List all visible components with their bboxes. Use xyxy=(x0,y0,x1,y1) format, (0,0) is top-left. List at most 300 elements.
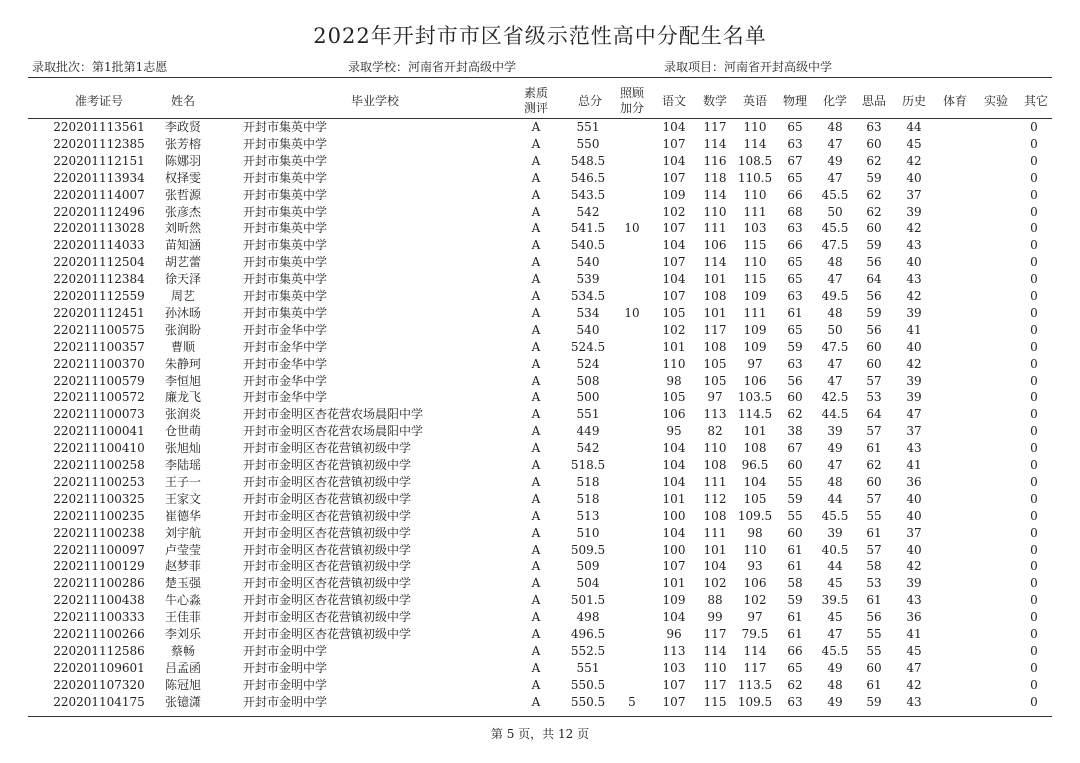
admission-project: 录取项目：河南省开封高级中学 xyxy=(664,60,833,74)
cell-english: 109.5 xyxy=(737,508,773,523)
cell-math: 104 xyxy=(703,559,727,574)
cell-total: 551 xyxy=(576,120,600,134)
cell-history: 47 xyxy=(906,660,922,675)
cell-english: 104 xyxy=(743,474,767,489)
cell-chemistry: 49 xyxy=(827,660,843,675)
cell-name: 王家文 xyxy=(164,491,201,506)
cell-other: 0 xyxy=(1030,170,1038,185)
cell-chinese: 109 xyxy=(662,593,686,608)
cell-id: 220201112384 xyxy=(53,272,145,287)
cell-id: 220201112151 xyxy=(53,153,145,168)
table-row xyxy=(0,153,1080,170)
cell-name: 张彦杰 xyxy=(164,204,201,219)
cell-physics: 59 xyxy=(787,339,803,354)
cell-math: 114 xyxy=(703,643,727,658)
cell-physics: 66 xyxy=(787,187,803,202)
cell-other: 0 xyxy=(1030,255,1038,270)
cell-english: 114 xyxy=(743,643,767,658)
cell-politics: 53 xyxy=(866,390,882,405)
cell-total: 543.5 xyxy=(570,187,606,202)
cell-other: 0 xyxy=(1030,677,1038,692)
cell-other: 0 xyxy=(1030,120,1038,134)
cell-politics: 62 xyxy=(866,187,882,202)
cell-history: 37 xyxy=(906,525,922,540)
table-row xyxy=(0,187,1080,204)
cell-physics: 60 xyxy=(787,390,803,405)
table-row xyxy=(0,525,1080,542)
cell-name: 朱静珂 xyxy=(164,356,201,371)
cell-chemistry: 42.5 xyxy=(821,390,849,405)
cell-chinese: 104 xyxy=(662,153,686,168)
table-row xyxy=(0,694,1080,711)
cell-total: 518.5 xyxy=(570,458,606,472)
cell-id: 220201104175 xyxy=(53,694,145,709)
cell-total: 509.5 xyxy=(570,542,606,557)
cell-chemistry: 48 xyxy=(827,305,843,320)
cell-total: 546.5 xyxy=(570,170,606,185)
cell-name: 刘宇航 xyxy=(164,525,201,540)
cell-chinese: 104 xyxy=(662,238,686,253)
cell-english: 102 xyxy=(743,593,767,608)
cell-id: 220211100073 xyxy=(53,407,145,422)
cell-politics: 60 xyxy=(866,136,882,151)
cell-school: 开封市集英中学 xyxy=(243,153,328,168)
cell-name: 牛心淼 xyxy=(164,593,201,608)
cell-history: 39 xyxy=(906,576,922,591)
cell-math: 102 xyxy=(703,576,727,591)
cell-quality: A xyxy=(531,610,541,625)
cell-physics: 61 xyxy=(787,627,803,641)
cell-math: 112 xyxy=(703,491,727,506)
cell-math: 105 xyxy=(703,356,727,371)
cell-chemistry: 45 xyxy=(827,610,843,625)
cell-school: 开封市金明中学 xyxy=(243,660,328,675)
cell-total: 509 xyxy=(576,559,600,574)
cell-english: 96.5 xyxy=(741,458,769,472)
cell-history: 44 xyxy=(906,120,922,134)
cell-politics: 57 xyxy=(866,424,882,439)
cell-math: 118 xyxy=(703,170,727,185)
cell-physics: 67 xyxy=(787,441,803,456)
cell-quality: A xyxy=(531,491,541,506)
cell-math: 110 xyxy=(703,660,727,675)
cell-id: 220211100266 xyxy=(53,627,145,641)
cell-history: 42 xyxy=(906,153,922,168)
cell-politics: 59 xyxy=(866,238,882,253)
cell-math: 110 xyxy=(703,204,727,219)
col-header-lab: 实验 xyxy=(983,94,1008,108)
cell-math: 111 xyxy=(703,221,727,236)
cell-chemistry: 47.5 xyxy=(821,238,849,253)
cell-other: 0 xyxy=(1030,491,1038,506)
header-top-rule xyxy=(28,77,1052,78)
cell-chinese: 101 xyxy=(662,491,686,506)
cell-politics: 61 xyxy=(866,525,882,540)
cell-physics: 58 xyxy=(787,576,803,591)
cell-id: 220201109601 xyxy=(53,660,145,675)
cell-physics: 61 xyxy=(787,542,803,557)
table-row xyxy=(0,170,1080,187)
cell-quality: A xyxy=(531,289,541,303)
cell-english: 97 xyxy=(747,356,763,371)
cell-quality: A xyxy=(531,627,541,641)
cell-politics: 60 xyxy=(866,356,882,371)
cell-bonus: 10 xyxy=(624,305,640,320)
cell-total: 550.5 xyxy=(570,694,606,709)
cell-other: 0 xyxy=(1030,187,1038,202)
cell-quality: A xyxy=(531,153,541,168)
cell-chinese: 100 xyxy=(662,542,686,557)
cell-physics: 61 xyxy=(787,610,803,625)
cell-history: 40 xyxy=(906,170,922,185)
cell-chemistry: 39.5 xyxy=(821,593,849,608)
cell-name: 李政贤 xyxy=(164,120,201,134)
cell-chinese: 104 xyxy=(662,474,686,489)
cell-quality: A xyxy=(531,525,541,540)
table-row xyxy=(0,204,1080,221)
cell-history: 41 xyxy=(906,322,922,337)
cell-english: 111 xyxy=(743,204,767,219)
cell-chemistry: 49.5 xyxy=(821,289,849,303)
cell-name: 王子一 xyxy=(164,474,201,489)
col-header-chemistry: 化学 xyxy=(822,94,847,108)
cell-chemistry: 47 xyxy=(827,458,843,472)
cell-quality: A xyxy=(531,305,541,320)
cell-chinese: 104 xyxy=(662,458,686,472)
table-row xyxy=(0,322,1080,339)
cell-other: 0 xyxy=(1030,272,1038,287)
col-header-other: 其它 xyxy=(1023,94,1048,108)
table-row xyxy=(0,474,1080,491)
table-row xyxy=(0,440,1080,457)
cell-id: 220211100438 xyxy=(53,593,145,608)
cell-politics: 63 xyxy=(866,120,882,134)
cell-other: 0 xyxy=(1030,508,1038,523)
cell-name: 周艺 xyxy=(170,289,195,303)
cell-other: 0 xyxy=(1030,407,1038,422)
cell-quality: A xyxy=(531,441,541,456)
cell-school: 开封市金明区杏花营镇初级中学 xyxy=(243,542,412,557)
cell-physics: 66 xyxy=(787,643,803,658)
cell-history: 47 xyxy=(906,407,922,422)
cell-english: 110 xyxy=(743,120,767,134)
cell-physics: 68 xyxy=(787,204,803,219)
cell-chemistry: 47 xyxy=(827,272,843,287)
cell-english: 109 xyxy=(743,339,767,354)
cell-chemistry: 39 xyxy=(827,525,843,540)
cell-chinese: 107 xyxy=(662,289,686,303)
cell-quality: A xyxy=(531,187,541,202)
table-row xyxy=(0,237,1080,254)
cell-politics: 55 xyxy=(866,508,882,523)
cell-physics: 63 xyxy=(787,694,803,709)
cell-quality: A xyxy=(531,508,541,523)
cell-chemistry: 45.5 xyxy=(821,187,849,202)
cell-chemistry: 47 xyxy=(827,170,843,185)
cell-history: 40 xyxy=(906,508,922,523)
cell-physics: 61 xyxy=(787,559,803,574)
cell-total: 501.5 xyxy=(570,593,606,608)
cell-chemistry: 48 xyxy=(827,474,843,489)
table-row xyxy=(0,660,1080,677)
cell-physics: 60 xyxy=(787,458,803,472)
cell-english: 108 xyxy=(743,441,767,456)
cell-quality: A xyxy=(531,576,541,591)
cell-name: 胡艺蕾 xyxy=(164,255,201,270)
cell-chemistry: 49 xyxy=(827,441,843,456)
cell-english: 114.5 xyxy=(737,407,773,422)
table-row xyxy=(0,542,1080,559)
cell-math: 114 xyxy=(703,136,727,151)
cell-chemistry: 50 xyxy=(827,322,843,337)
cell-politics: 56 xyxy=(866,610,882,625)
cell-school: 开封市金华中学 xyxy=(243,339,328,354)
cell-physics: 67 xyxy=(787,153,803,168)
table-row xyxy=(0,136,1080,153)
cell-math: 117 xyxy=(703,677,727,692)
cell-school: 开封市金明区杏花营镇初级中学 xyxy=(243,508,412,523)
cell-name: 陈娜羽 xyxy=(164,153,201,168)
cell-english: 111 xyxy=(743,305,767,320)
cell-history: 42 xyxy=(906,221,922,236)
cell-physics: 60 xyxy=(787,525,803,540)
cell-total: 541.5 xyxy=(570,221,606,236)
cell-bonus: 10 xyxy=(624,221,640,236)
cell-id: 220201113028 xyxy=(53,221,145,236)
cell-physics: 63 xyxy=(787,136,803,151)
cell-quality: A xyxy=(531,694,541,709)
cell-chinese: 105 xyxy=(662,390,686,405)
cell-total: 550 xyxy=(576,136,600,151)
cell-name: 苗知涵 xyxy=(164,238,201,253)
cell-other: 0 xyxy=(1030,238,1038,253)
cell-school: 开封市金明区杏花营镇初级中学 xyxy=(243,525,412,540)
cell-english: 110 xyxy=(743,187,767,202)
cell-english: 115 xyxy=(743,238,767,253)
cell-quality: A xyxy=(531,136,541,151)
cell-total: 500 xyxy=(576,390,600,405)
cell-history: 39 xyxy=(906,390,922,405)
cell-politics: 57 xyxy=(866,542,882,557)
cell-name: 张镱潇 xyxy=(164,694,201,709)
cell-other: 0 xyxy=(1030,424,1038,439)
cell-name: 李恒旭 xyxy=(164,373,201,388)
cell-chinese: 104 xyxy=(662,441,686,456)
cell-chemistry: 50 xyxy=(827,204,843,219)
cell-other: 0 xyxy=(1030,322,1038,337)
cell-total: 449 xyxy=(576,424,600,439)
cell-quality: A xyxy=(531,339,541,354)
cell-other: 0 xyxy=(1030,305,1038,320)
cell-math: 117 xyxy=(703,322,727,337)
cell-politics: 59 xyxy=(866,305,882,320)
cell-id: 220211100579 xyxy=(53,373,145,388)
cell-english: 101 xyxy=(743,424,767,439)
cell-quality: A xyxy=(531,272,541,287)
cell-chinese: 107 xyxy=(662,170,686,185)
table-row xyxy=(0,373,1080,390)
cell-name: 李陆瑶 xyxy=(164,458,201,472)
cell-chemistry: 45.5 xyxy=(821,508,849,523)
cell-total: 548.5 xyxy=(570,153,606,168)
cell-english: 110 xyxy=(743,255,767,270)
cell-chemistry: 44 xyxy=(827,559,843,574)
cell-id: 220211100258 xyxy=(53,458,145,472)
table-row xyxy=(0,575,1080,592)
cell-chinese: 109 xyxy=(662,187,686,202)
col-header-bonus-line2: 加分 xyxy=(619,101,644,115)
cell-quality: A xyxy=(531,593,541,608)
cell-school: 开封市集英中学 xyxy=(243,289,328,303)
cell-school: 开封市金华中学 xyxy=(243,373,328,388)
cell-history: 42 xyxy=(906,289,922,303)
cell-id: 220211100370 xyxy=(53,356,145,371)
cell-politics: 55 xyxy=(866,627,882,641)
cell-school: 开封市金明区杏花营镇初级中学 xyxy=(243,576,412,591)
col-header-english: 英语 xyxy=(742,94,767,108)
cell-other: 0 xyxy=(1030,576,1038,591)
cell-chinese: 110 xyxy=(662,356,686,371)
cell-quality: A xyxy=(531,407,541,422)
cell-history: 43 xyxy=(906,694,922,709)
cell-other: 0 xyxy=(1030,289,1038,303)
cell-english: 110.5 xyxy=(737,170,773,185)
cell-math: 82 xyxy=(707,424,723,439)
cell-chemistry: 47 xyxy=(827,627,843,641)
cell-id: 220211100129 xyxy=(53,559,145,574)
cell-quality: A xyxy=(531,424,541,439)
table-row xyxy=(0,305,1080,322)
cell-chemistry: 48 xyxy=(827,255,843,270)
cell-chemistry: 48 xyxy=(827,677,843,692)
table-row xyxy=(0,491,1080,508)
cell-quality: A xyxy=(531,204,541,219)
col-header-politics: 思品 xyxy=(861,94,886,108)
cell-id: 220201112559 xyxy=(53,289,145,303)
cell-chinese: 107 xyxy=(662,136,686,151)
cell-math: 108 xyxy=(703,508,727,523)
cell-physics: 63 xyxy=(787,356,803,371)
col-header-history: 历史 xyxy=(901,94,926,108)
cell-other: 0 xyxy=(1030,694,1038,709)
cell-english: 103.5 xyxy=(737,390,773,405)
cell-name: 仓世萌 xyxy=(164,424,201,439)
cell-physics: 62 xyxy=(787,677,803,692)
cell-total: 552.5 xyxy=(570,643,606,658)
cell-other: 0 xyxy=(1030,221,1038,236)
cell-politics: 61 xyxy=(866,593,882,608)
cell-math: 105 xyxy=(703,373,727,388)
page-title: 2022年开封市市区省级示范性高中分配生名单 xyxy=(313,24,767,48)
cell-name: 吕孟函 xyxy=(164,660,201,675)
cell-english: 110 xyxy=(743,542,767,557)
cell-school: 开封市金明区杏花营镇初级中学 xyxy=(243,610,412,625)
cell-physics: 65 xyxy=(787,322,803,337)
cell-history: 39 xyxy=(906,305,922,320)
cell-quality: A xyxy=(531,390,541,405)
col-header-school: 毕业学校 xyxy=(350,94,399,108)
cell-politics: 57 xyxy=(866,373,882,388)
cell-politics: 61 xyxy=(866,441,882,456)
cell-chinese: 104 xyxy=(662,272,686,287)
cell-math: 101 xyxy=(703,305,727,320)
cell-history: 42 xyxy=(906,356,922,371)
col-header-math: 数学 xyxy=(702,94,727,108)
cell-school: 开封市金明区杏花营镇初级中学 xyxy=(243,474,412,489)
cell-quality: A xyxy=(531,677,541,692)
cell-math: 88 xyxy=(707,593,723,608)
cell-math: 114 xyxy=(703,255,727,270)
cell-total: 540 xyxy=(576,255,600,270)
cell-chemistry: 45.5 xyxy=(821,221,849,236)
cell-quality: A xyxy=(531,542,541,557)
cell-quality: A xyxy=(531,458,541,472)
cell-english: 109.5 xyxy=(737,694,773,709)
cell-school: 开封市金明区杏花营镇初级中学 xyxy=(243,593,412,608)
cell-quality: A xyxy=(531,120,541,134)
cell-math: 116 xyxy=(703,153,727,168)
cell-chinese: 107 xyxy=(662,221,686,236)
cell-chinese: 107 xyxy=(662,559,686,574)
cell-politics: 62 xyxy=(866,153,882,168)
cell-id: 220201112504 xyxy=(53,255,145,270)
cell-other: 0 xyxy=(1030,339,1038,354)
cell-physics: 63 xyxy=(787,221,803,236)
cell-chemistry: 45.5 xyxy=(821,643,849,658)
cell-other: 0 xyxy=(1030,610,1038,625)
cell-math: 115 xyxy=(703,694,727,709)
table-row xyxy=(0,288,1080,305)
cell-name: 卢莹莹 xyxy=(164,542,201,557)
cell-total: 540.5 xyxy=(570,238,606,253)
cell-chemistry: 49 xyxy=(827,694,843,709)
cell-chinese: 98 xyxy=(666,373,682,388)
cell-history: 43 xyxy=(906,238,922,253)
cell-physics: 56 xyxy=(787,373,803,388)
cell-english: 103 xyxy=(743,221,767,236)
cell-chinese: 101 xyxy=(662,339,686,354)
cell-quality: A xyxy=(531,559,541,574)
cell-chinese: 95 xyxy=(666,424,682,439)
cell-total: 518 xyxy=(576,474,600,489)
cell-history: 42 xyxy=(906,677,922,692)
cell-id: 220211100333 xyxy=(53,610,145,625)
table-row xyxy=(0,220,1080,237)
table-row xyxy=(0,271,1080,288)
cell-quality: A xyxy=(531,322,541,337)
cell-other: 0 xyxy=(1030,204,1038,219)
cell-name: 廉龙飞 xyxy=(164,390,201,405)
cell-id: 220211100286 xyxy=(53,576,145,591)
table-row xyxy=(0,389,1080,406)
cell-chemistry: 48 xyxy=(827,120,843,134)
cell-physics: 65 xyxy=(787,170,803,185)
cell-total: 524 xyxy=(576,356,600,371)
cell-politics: 56 xyxy=(866,289,882,303)
cell-chemistry: 47 xyxy=(827,356,843,371)
cell-math: 110 xyxy=(703,441,727,456)
cell-history: 40 xyxy=(906,542,922,557)
cell-english: 105 xyxy=(743,491,767,506)
cell-english: 97 xyxy=(747,610,763,625)
cell-school: 开封市金明区杏花营农场晨阳中学 xyxy=(243,407,424,422)
cell-school: 开封市集英中学 xyxy=(243,136,328,151)
cell-school: 开封市金明区杏花营镇初级中学 xyxy=(243,491,412,506)
cell-math: 111 xyxy=(703,474,727,489)
cell-total: 534.5 xyxy=(570,289,606,303)
cell-school: 开封市金华中学 xyxy=(243,322,328,337)
cell-school: 开封市金明区杏花营镇初级中学 xyxy=(243,559,412,574)
